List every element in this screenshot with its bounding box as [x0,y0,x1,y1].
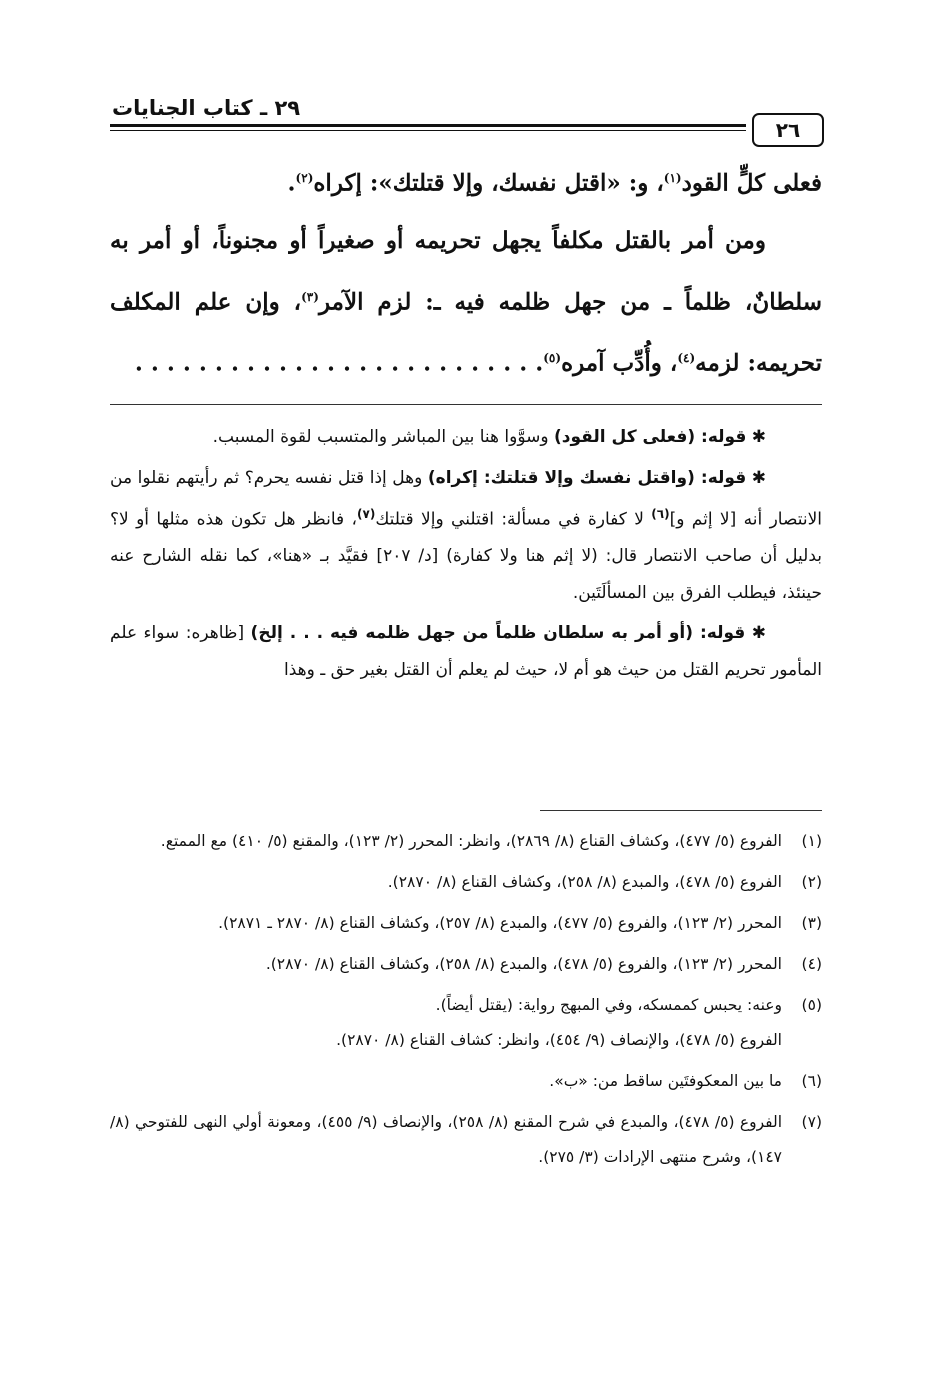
footnotes-section [110,824,822,1181]
footnote-text: المحرر (٢/ ١٢٣)، والفروع (٥/ ٤٧٧)، والمبدع (٨/ ٢٥٧)، وكشاف القناع (٨/ ٢٨٧٠ ـ ٢٨٧١). [218,914,782,932]
footnote-text: المحرر (٢/ ١٢٣)، والفروع (٥/ ٤٧٨)، والمبدع (٨/ ٢٥٨)، وكشاف القناع (٨/ ٢٨٧٠). [265,955,782,973]
footnote-number: (٧) [801,1113,822,1131]
footnote-text: وعنه: يحبس كممسكه، وفي المبهج رواية: (يقتل أيضاً). [435,996,782,1014]
commentary-text: وهل إذا قتل نفسه يحرم؟ ثم رأيتهم نقلوا من الانتصار أنه [لا إثم و] [110,467,822,530]
footnote-ref-5: (٥) [543,351,562,366]
footnote-text: الفروع (٥/ ٤٧٨)، والمبدع (٨/ ٢٥٨)، وكشاف القناع (٨/ ٢٨٧٠). [387,873,782,891]
page-number-box: ٢٦ [752,113,824,147]
header-rule-thick [110,124,746,127]
footnote-ref-6: (٦) [651,507,670,521]
commentary-section [110,419,822,688]
footnote-ref-2: (٢) [295,171,314,185]
main-text-span: فعلى كلٍّ القود [681,169,822,197]
main-text [110,150,822,392]
commentary-separator [110,404,822,405]
main-paragraph-2 [110,212,822,392]
main-text-span: ، وإن علم المكلف تحريمه: لزمه [110,288,822,377]
footnote-item [110,865,822,900]
star-icon: ✱ [751,623,766,644]
footnote-text-group [110,988,782,1058]
footnote-item [110,824,822,859]
footnote-subtext: الفروع (٥/ ٤٧٨)، والإنصاف (٩/ ٤٥٤)، وانظر: كشاف القناع (٨/ ٢٨٧٠). [336,1031,782,1049]
footnote-number: (٣) [801,914,822,932]
commentary-label: قوله: (فعلى كل القود) [554,427,747,447]
commentary-text: وسوَّوا هنا بين المباشر والمتسبب لقوة المسبب. [212,427,554,447]
footnote-item [110,1064,822,1099]
footnote-text: ما بين المعكوفتَين ساقط من: «ب». [549,1072,782,1090]
footnote-ref-3: (٣) [301,289,319,304]
footnote-number: (٢) [801,873,822,891]
commentary-paragraph-2 [110,460,822,612]
main-paragraph-1 [110,150,822,212]
main-text-span: ، و: «اقتل نفسك، وإلا قتلتك»: إكراه [313,169,664,197]
running-header-title: ٢٩ ـ كتاب الجنايات [112,96,301,120]
commentary-text: ، فانظر هل تكون هذه مثلها أو لا؟ بدليل أن صاحب الانتصار قال: (لا إثم هنا ولا كفارة) [د/ ٢٠٧] فقيَّد بـ «هنا»، كما نقله الشارح عنه حينئذ، فيطلب الفرق بين المسألَتَين. [110,509,822,603]
footnote-number: (٤) [801,955,822,973]
commentary-paragraph-1 [110,419,822,456]
commentary-text: لا كفارة في مسألة: اقتلني وإلا قتلتك [375,509,652,530]
footnote-ref-4: (٤) [677,351,696,366]
footnote-text: الفروع (٥/ ٤٧٧)، وكشاف القناع (٨/ ٢٨٦٩)، وانظر: المحرر (٢/ ١٢٣)، والمقنع (٥/ ٤١٠) مع الممتع. [160,832,782,850]
commentary-label: قوله: (أو أمر به سلطان ظلماً من جهل ظلمه فيه . . . إلخ) [250,623,746,644]
commentary-text: [ظاهره: سواء علم المأمور تحريم القتل من حيث هو أم لا، حيث لم يعلم أن القتل بغير حق ـ وهذا [110,623,822,680]
footnote-item [110,947,822,982]
commentary-paragraph-3 [110,615,822,688]
header-rule-thin [110,130,746,131]
footnote-number: (١) [801,832,822,850]
footnotes-separator [540,810,822,811]
footnote-item [110,988,822,1058]
commentary-label: قوله: (واقتل نفسك وإلا قتلتك: إكراه) [427,467,747,488]
footnote-item [110,906,822,941]
footnote-ref-1: (١) [663,171,682,185]
footnote-ref-7: (٧) [357,507,376,521]
footnote-text: الفروع (٥/ ٤٧٨)، والمبدع في شرح المقنع (٨/ ٢٥٨)، والإنصاف (٩/ ٤٥٥)، ومعونة أولي النهى للفتوحي (٨/ ١٤٧)، وشرح منتهى الإرادات (٣/ ٢٧٥). [110,1113,783,1166]
footnote-number: (٥) [801,996,822,1014]
footnote-number: (٦) [801,1072,822,1090]
main-text-span: ، وأُدِّب آمره [561,349,678,377]
star-icon: ✱ [751,467,767,488]
main-text-span: ومن أمر بالقتل مكلفاً يجهل تحريمه أو صغيراً أو مجنوناً، أو أمر به سلطانٌ، ظلماً ـ من جهل ظلمه فيه ـ: لزم الآمر [110,226,822,316]
footnote-item [110,1105,822,1175]
star-icon: ✱ [751,427,766,447]
dot-leader: . . . . . . . . . . . . . . . . . . . . . . . . . . [134,349,544,377]
main-text-span: . [287,169,296,197]
